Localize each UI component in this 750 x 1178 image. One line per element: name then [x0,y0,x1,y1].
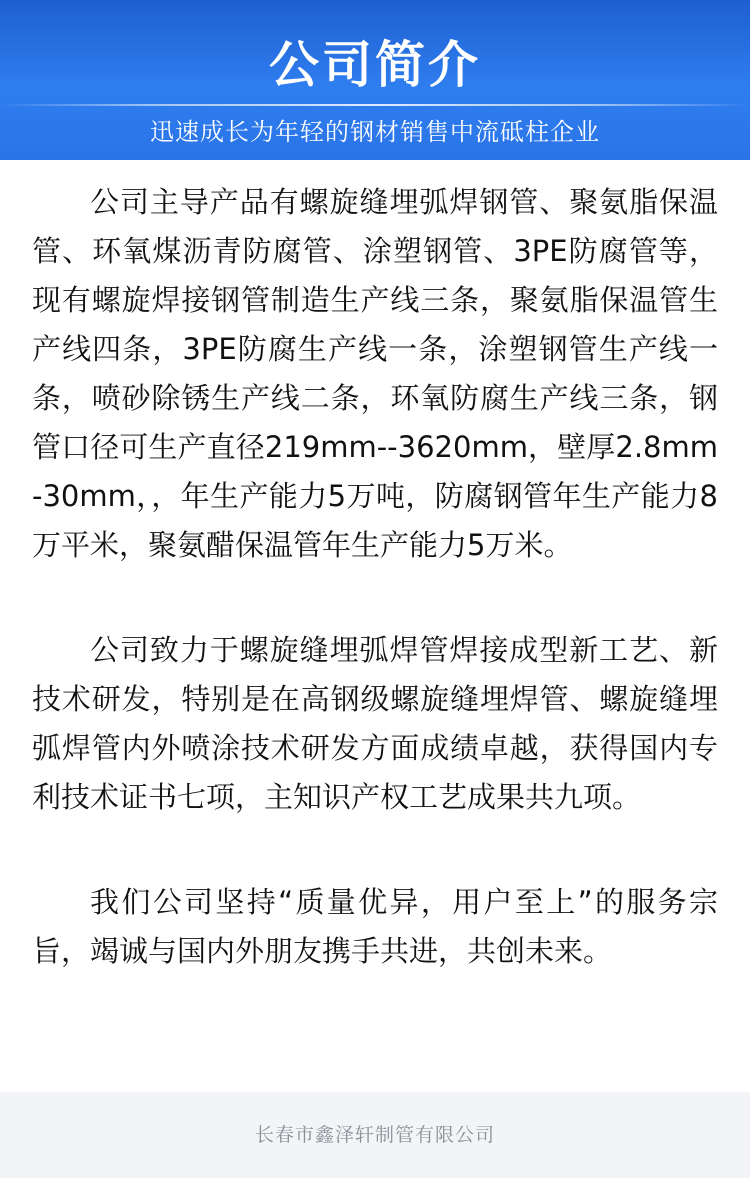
header-divider [0,104,750,106]
page-title: 公司简介 [269,36,481,94]
header-banner [0,0,750,160]
intro-paragraph-research: 公司致力于螺旋缝埋弧焊管焊接成型新工艺、新技术研发，特别是在高钢级螺旋缝埋焊管、螺旋缝埋弧焊管内外喷涂技术研发方面成绩卓越，获得国内专利技术证书七项，主知识产权工艺成果共九项。 [32,633,718,814]
intro-paragraph-products: 公司主导产品有螺旋缝埋弧焊钢管、聚氨脂保温管、环氧煤沥青防腐管、涂塑钢管、3PE防腐管等，现有螺旋焊接钢管制造生产线三条，聚氨脂保温管生产线四条，3PE防腐生产线一条，涂塑钢管生产线一条，喷砂除锈生产线二条，环氧防腐生产线三条，钢管口径可生产直径219mm--3620mm，壁厚2.8mm-30mm，，年生产能力5万吨，防腐钢管年生产能力8万平米，聚氨醋保温管年生产能力5万米。 [32,185,718,562]
footer-company-name: 长春市鑫泽轩制管有限公司 [0,1092,750,1178]
intro-content [32,178,718,976]
intro-paragraph-service: 我们公司坚持“质量优异，用户至上”的服务宗旨，竭诚与国内外朋友携手共进，共创未来。 [32,885,718,968]
page-subtitle: 迅速成长为年轻的钢材销售中流砥柱企业 [150,118,600,146]
